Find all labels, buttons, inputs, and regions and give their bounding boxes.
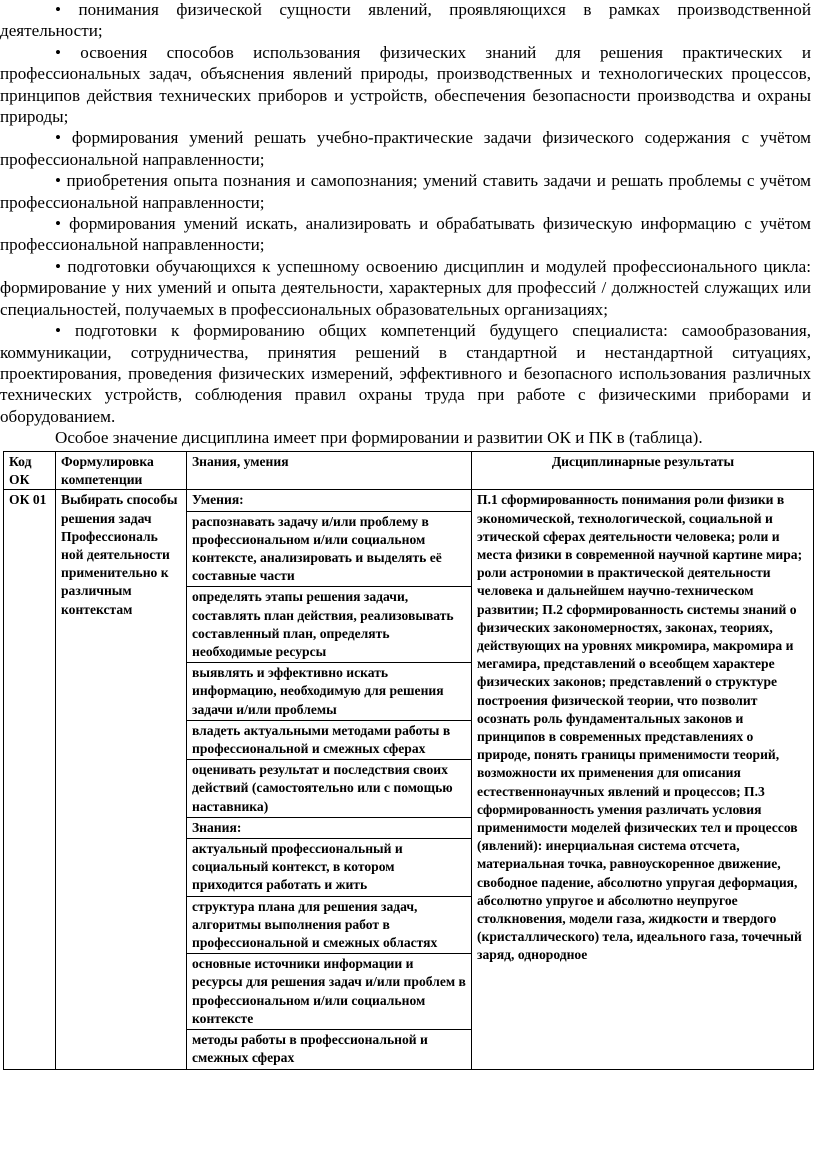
cell-results: П.1 сформированность понимания роли физики в экономической, технологической, социальной и этической сферах деятельности человека; роли и места физики в современной научной картине мира; роли астрономии в практической деятельности человека и дальнейшем научно-техническом развитии; П.2 сформированность системы знаний о физических закономерностях, законах, теориях, действующих на уровнях микромира, макромира и мегамира, представлений о всеобщем характере физических законов; представлений о структуре построения физической теории, что позволит осознать роль фундаментальных законов и принципов в современных представлениях о природе, понять границы применимости теорий, возможности их применения для описания естественнонаучных явлений и процессов; П.3 сформированность умения различать условия применимости моделей физических тел и процессов (явлений): инерциальная система отсчета, материальная точка, равноускоренное движение, свободное падение, абсолютно упругая деформация, абсолютно упругое и абсолютно неупругое столкновения, модели газа, жидкости и твердого (кристаллического) тела, идеального газа, точечный заряд, однородное bbox=[472, 490, 814, 1069]
goal-paragraph: • формирования умений искать, анализировать и обрабатывать физическую информацию с учётом профессиональной направленности; bbox=[0, 214, 811, 255]
table-intro: Особое значение дисциплина имеет при формировании и развитии ОК и ПК в (таблица). bbox=[55, 428, 703, 448]
goal-paragraph: • освоения способов использования физических знаний для решения практических и профессиональных задач, объяснения явлений природы, производственных и технологических процессов, принципов действия технических приборов и устройств, обеспечения безопасности производства и охраны природы; bbox=[0, 42, 811, 127]
knowledge-item: основные источники информации и ресурсы для решения задач и/или проблем в профессиональном и/или социальном контексте bbox=[187, 954, 471, 1030]
cell-formulation: Выбирать способы решения задач Профессиональ ной деятельности применительно к различным контекстам bbox=[56, 490, 187, 1069]
skill-item: выявлять и эффективно искать информацию, необходимую для решения задачи и/или проблемы bbox=[187, 663, 471, 721]
table-row bbox=[4, 490, 814, 1069]
skill-item: владеть актуальными методами работы в профессиональной и смежных сферах bbox=[187, 721, 471, 760]
skill-item: оценивать результат и последствия своих действий (самостоятельно или с помощью наставника) bbox=[187, 760, 471, 818]
header-results: Дисциплинарные результаты bbox=[472, 452, 814, 490]
skill-item: распознавать задачу и/или проблему в профессиональном и/или социальном контексте, анализировать и выделять её составные части bbox=[187, 512, 471, 588]
header-skills: Знания, умения bbox=[187, 452, 472, 490]
knowledge-heading: Знания: bbox=[187, 818, 471, 839]
knowledge-item: актуальный профессиональный и социальный контекст, в котором приходится работать и жить bbox=[187, 839, 471, 897]
goal-paragraph: • понимания физической сущности явлений, проявляющихся в рамках производственной деятельности; bbox=[0, 0, 811, 41]
skills-heading: Умения: bbox=[187, 490, 471, 511]
table-header-row bbox=[4, 452, 814, 490]
goal-paragraph: • приобретения опыта познания и самопознания; умений ставить задачи и решать проблемы с учётом профессиональной направленности; bbox=[0, 171, 811, 212]
skill-item: определять этапы решения задачи, составлять план действия, реализовывать составленный план, определять необходимые ресурсы bbox=[187, 587, 471, 663]
header-formulation: Формулировка компетенции bbox=[56, 452, 187, 490]
cell-code: ОК 01 bbox=[4, 490, 56, 1069]
goals-list bbox=[0, 0, 813, 449]
cell-skills bbox=[187, 490, 472, 1069]
header-code: Код ОК bbox=[4, 452, 56, 490]
goal-paragraph: • подготовки к формированию общих компетенций будущего специалиста: самообразования, коммуникации, сотрудничества, принятия решений в стандартной и нестандартной ситуациях, проектирования, проведения физических измерений, эффективного и безопасного использования различных технических устройств, соблюдения правил охраны труда при работе с физическими приборами и оборудованием. bbox=[0, 321, 811, 426]
goal-paragraph: • формирования умений решать учебно-практические задачи физического содержания с учётом профессиональной направленности; bbox=[0, 128, 811, 169]
competency-table bbox=[3, 451, 814, 1070]
knowledge-item: структура плана для решения задач, алгоритмы выполнения работ в профессиональной и смежных областях bbox=[187, 897, 471, 955]
knowledge-item: методы работы в профессиональной и смежных сферах bbox=[192, 1032, 428, 1066]
goal-paragraph: • подготовки обучающихся к успешному освоению дисциплин и модулей профессионального цикла: формирование у них умений и опыта деятельности, характерных для профессий / должностей служащих или специальностей, получаемых в профессиональных образовательных организациях; bbox=[0, 256, 811, 319]
